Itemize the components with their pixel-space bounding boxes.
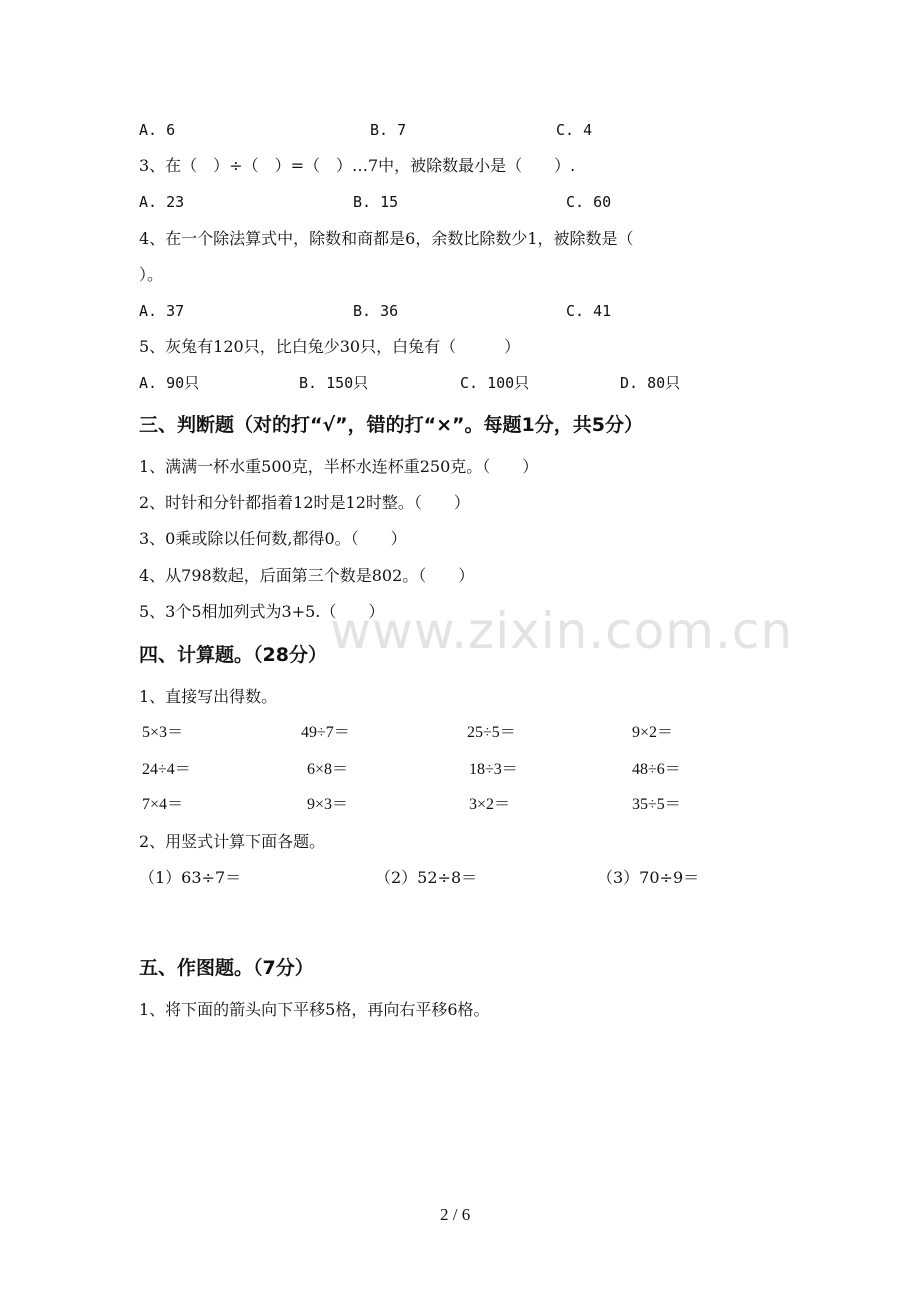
calc-item: 48÷6＝: [632, 761, 681, 778]
q2-option-c: C. 4: [556, 121, 593, 139]
q4-option-c: C. 41: [566, 302, 612, 320]
q3-option-c: C. 60: [566, 193, 612, 211]
vertical-calc-3: （3）70÷9＝: [597, 868, 700, 887]
page-number: 2 / 6: [440, 1205, 471, 1224]
calc-item: 24÷4＝: [142, 761, 191, 778]
calc-item: 49÷7＝: [301, 724, 350, 741]
q2-option-a: A. 6: [139, 121, 176, 139]
q5-option-d: D. 80只: [620, 374, 681, 392]
q3-question: 3、在（ ）÷（ ）=（ ）…7中，被除数最小是（ ）.: [139, 156, 576, 175]
section3-item-3: 3、0乘或除以任何数,都得0。（ ）: [139, 529, 407, 548]
q4-option-a: A. 37: [139, 302, 185, 320]
calc-item: 9×2＝: [632, 724, 674, 741]
calc-item: 7×4＝: [142, 796, 184, 813]
section5-heading: 五、作图题。（7分）: [139, 957, 314, 979]
calc-item: 5×3＝: [142, 724, 184, 741]
section3-heading: 三、判断题（对的打“√”，错的打“×”。每题1分，共5分）: [139, 414, 643, 436]
vertical-calc-2: （2）52÷8＝: [375, 868, 478, 887]
q5-option-c: C. 100只: [460, 374, 530, 392]
watermark: www.zixin.com.cn: [330, 602, 794, 660]
calc-item: 9×3＝: [307, 796, 349, 813]
calc-item: 6×8＝: [307, 761, 349, 778]
calc-item: 25÷5＝: [467, 724, 516, 741]
q5-option-a: A. 90只: [139, 374, 200, 392]
section3-item-4: 4、从798数起，后面第三个数是802。（ ）: [139, 566, 475, 585]
q2-option-b: B. 7: [370, 121, 407, 139]
q3-option-a: A. 23: [139, 193, 185, 211]
calc-item: 18÷3＝: [469, 761, 518, 778]
q4-question-line2: ）。: [139, 265, 164, 284]
calc-item: 35÷5＝: [632, 796, 681, 813]
section4-q2-label: 2、用竖式计算下面各题。: [139, 832, 326, 851]
q5-option-b: B. 150只: [299, 374, 369, 392]
q4-option-b: B. 36: [353, 302, 399, 320]
section4-heading: 四、计算题。（28分）: [139, 644, 327, 666]
q3-option-b: B. 15: [353, 193, 399, 211]
vertical-calc-1: （1）63÷7＝: [139, 868, 242, 887]
section4-q1-label: 1、直接写出得数。: [139, 687, 278, 706]
section5-q1: 1、将下面的箭头向下平移5格，再向右平移6格。: [139, 1000, 490, 1019]
section3-item-1: 1、满满一杯水重500克，半杯水连杯重250克。（ ）: [139, 457, 539, 476]
q5-question: 5、灰兔有120只，比白兔少30只，白兔有（ ）: [139, 337, 521, 356]
section3-item-2: 2、时针和分针都指着12时是12时整。（ ）: [139, 493, 470, 512]
section3-item-5: 5、3个5相加列式为3+5.（ ）: [139, 602, 385, 621]
q4-question-line1: 4、在一个除法算式中，除数和商都是6，余数比除数少1，被除数是（: [139, 229, 634, 248]
calc-item: 3×2＝: [469, 796, 511, 813]
